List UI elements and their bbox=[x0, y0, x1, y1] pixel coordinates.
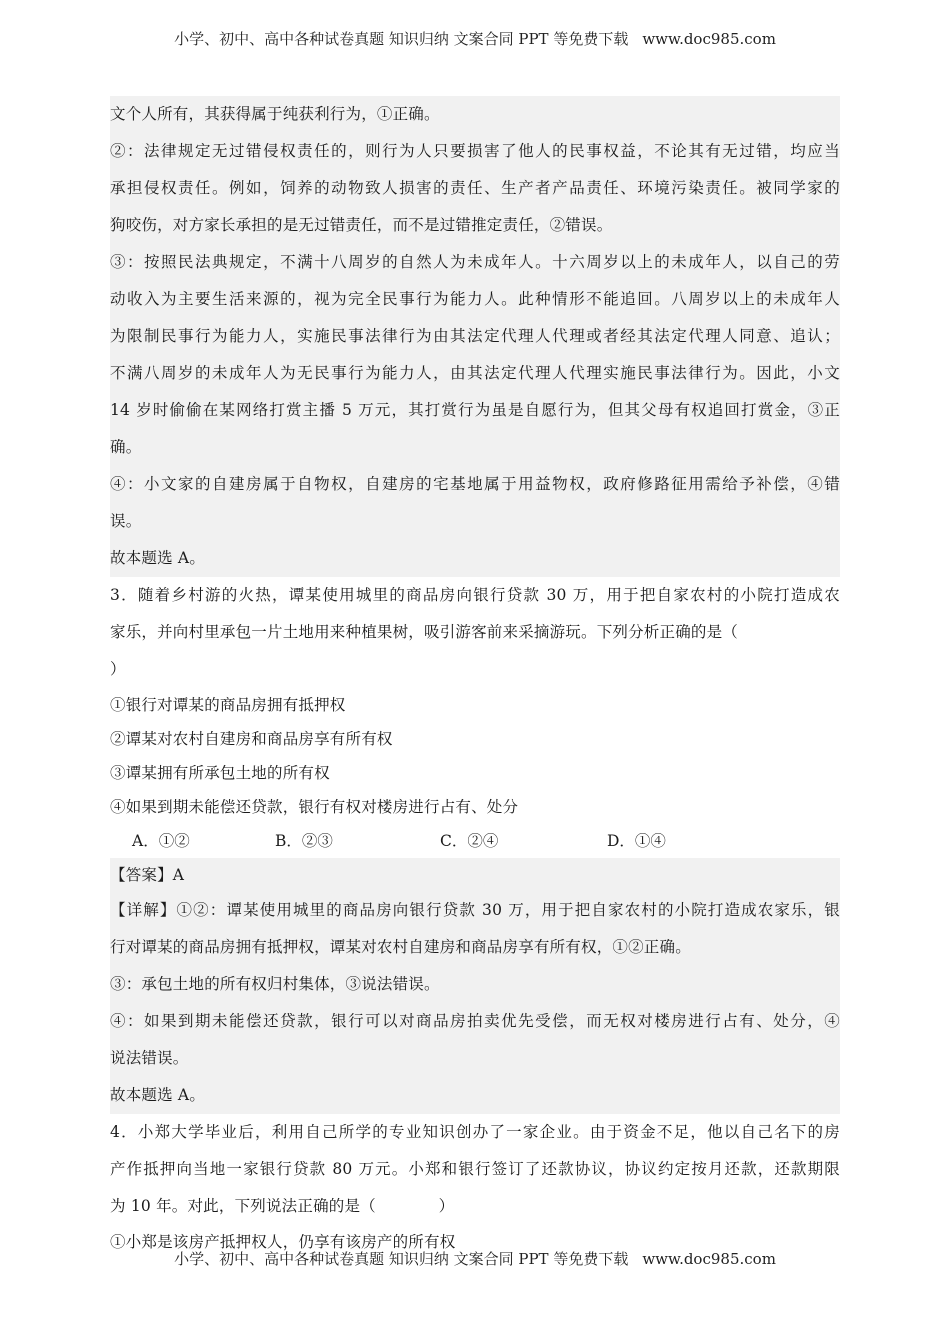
footer-text: 小学、初中、高中各种试卷真题 知识归纳 文案合同 PPT 等免费下载 bbox=[174, 1250, 629, 1268]
question-4-stem: 产作抵押向当地一家银行贷款 80 万元。小郑和银行签订了还款协议，协议约定按月还款，还款期限 bbox=[110, 1160, 840, 1178]
option-a[interactable]: A．①② bbox=[132, 832, 190, 850]
question-4-stem: 为 10 年。对此，下列说法正确的是（ ） bbox=[110, 1197, 455, 1215]
explanation-line: 误。 bbox=[110, 503, 840, 540]
explanation-line: 不满八周岁的未成年人为无民事行为能力人，由其法定代理人代理实施民事法律行为。因此，小文 bbox=[110, 355, 840, 392]
header-url[interactable]: www.doc985.com bbox=[642, 30, 776, 48]
explanation-line: ③：承包土地的所有权归村集体，③说法错误。 bbox=[110, 966, 840, 1003]
footer-url[interactable]: www.doc985.com bbox=[642, 1250, 776, 1268]
explanation-line: 动收入为主要生活来源的，视为完全民事行为能力人。此种情形不能追回。八周岁以上的未成年人 bbox=[110, 281, 840, 318]
option-b[interactable]: B．②③ bbox=[275, 832, 333, 850]
explanation-line: 14 岁时偷偷在某网络打赏主播 5 万元，其打赏行为虽是自愿行为，但其父母有权追回打赏金，③正 bbox=[110, 392, 840, 429]
page-header bbox=[0, 28, 950, 49]
question-4-statement: ①小郑是该房产抵押权人，仍享有该房产的所有权 bbox=[110, 1233, 456, 1251]
question-3-stem: 3．随着乡村游的火热，谭某使用城里的商品房向银行贷款 30 万，用于把自家农村的小院打造成农 bbox=[110, 586, 840, 604]
explanation-line: 确。 bbox=[110, 429, 840, 466]
explanation-line: 文个人所有，其获得属于纯获利行为，①正确。 bbox=[110, 96, 840, 133]
question-3-statement: ③谭某拥有所承包土地的所有权 bbox=[110, 764, 330, 782]
page-footer bbox=[0, 1248, 950, 1269]
document-body bbox=[110, 96, 840, 1259]
explanation-line: 说法错误。 bbox=[110, 1040, 840, 1077]
explanation-line: 承担侵权责任。例如，饲养的动物致人损害的责任、生产者产品责任、环境污染责任。被同学家的 bbox=[110, 170, 840, 207]
explanation-line: ④：小文家的自建房属于自物权，自建房的宅基地属于用益物权，政府修路征用需给予补偿，④错 bbox=[110, 466, 840, 503]
explanation-line: ④：如果到期未能偿还贷款，银行可以对商品房拍卖优先受偿，而无权对楼房进行占有、处分，④ bbox=[110, 1003, 840, 1040]
explanation-line: 【详解】①②：谭某使用城里的商品房向银行贷款 30 万，用于把自家农村的小院打造成农家乐，银 bbox=[110, 892, 840, 929]
question-4-stem: 4．小郑大学毕业后，利用自己所学的专业知识创办了一家企业。由于资金不足，他以自己名下的房 bbox=[110, 1123, 840, 1141]
explanation-line: 行对谭某的商品房拥有抵押权，谭某对农村自建房和商品房享有所有权，①②正确。 bbox=[110, 929, 840, 966]
header-text: 小学、初中、高中各种试卷真题 知识归纳 文案合同 PPT 等免费下载 bbox=[174, 30, 629, 48]
question-3-options bbox=[110, 824, 840, 858]
option-d[interactable]: D．①④ bbox=[607, 832, 666, 850]
answer-line: 【答案】A bbox=[110, 858, 840, 892]
option-c[interactable]: C．②④ bbox=[440, 832, 499, 850]
question-3-statement: ④如果到期未能偿还贷款，银行有权对楼房进行占有、处分 bbox=[110, 798, 519, 816]
explanation-line: 故本题选 A。 bbox=[110, 540, 840, 577]
explanation-line: 狗咬伤，对方家长承担的是无过错责任，而不是过错推定责任，②错误。 bbox=[110, 207, 840, 244]
question-3-statement: ②谭某对农村自建房和商品房享有所有权 bbox=[110, 730, 393, 748]
explanation-line: ③：按照民法典规定，不满十八周岁的自然人为未成年人。十六周岁以上的未成年人，以自己的劳 bbox=[110, 244, 840, 281]
question-3-stem: ） bbox=[110, 660, 126, 678]
explanation-line: ②：法律规定无过错侵权责任的，则行为人只要损害了他人的民事权益，不论其有无过错，均应当 bbox=[110, 133, 840, 170]
explanation-line: 为限制民事行为能力人，实施民事法律行为由其法定代理人代理或者经其法定代理人同意、追认； bbox=[110, 318, 840, 355]
question-3-stem: 家乐，并向村里承包一片土地用来种植果树，吸引游客前来采摘游玩。下列分析正确的是（ bbox=[110, 623, 739, 641]
question-3-statement: ①银行对谭某的商品房拥有抵押权 bbox=[110, 696, 346, 714]
explanation-line: 故本题选 A。 bbox=[110, 1077, 840, 1114]
